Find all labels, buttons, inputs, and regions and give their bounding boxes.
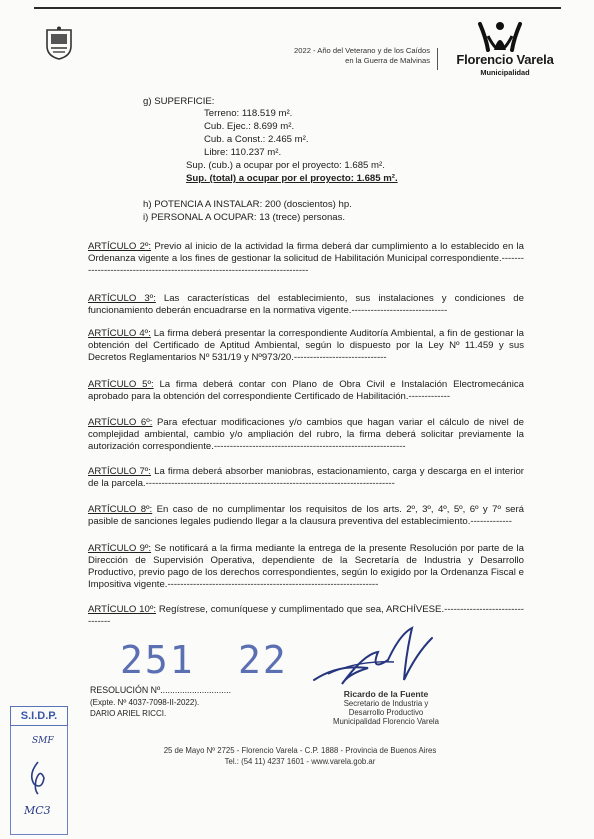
article-text: La firma deberá contar con Plano de Obra Civil e Instalación Electromecánica aprobado para la obtención del correspondiente Certificado de Habilitación.------------- <box>88 379 524 402</box>
article-8 <box>88 504 524 528</box>
article-label: ARTÍCULO 8º: <box>88 504 153 515</box>
article-text: La firma deberá presentar la correspondiente Auditoría Ambiental, a fin de gestionar la obtención del Certificado de Aptitud Ambiental, según lo dispuesto por la Ley Nº 11.459 y sus Decretos Reglamentarios Nº 531/19 y Nº973/20.----------------------------- <box>88 328 524 363</box>
article-label: ARTÍCULO 9º: <box>88 543 152 554</box>
superficie-sup-cub: Sup. (cub.) a ocupar por el proyecto: 1.685 m². <box>186 160 385 171</box>
handwritten-initials-1: SMF <box>32 736 54 746</box>
footer-contact: Tel.: (54 11) 4237 1601 - www.varela.gob.ar <box>224 757 376 766</box>
article-label: ARTÍCULO 4º: <box>88 328 151 339</box>
article-3 <box>88 293 524 317</box>
signatory-name: Ricardo de la Fuente <box>343 689 429 699</box>
superficie-libre: Libre: 110.237 m². <box>204 147 282 158</box>
article-text: En caso de no cumplimentar los requisitos de los arts. 2º, 3º, 4º, 5º, 6º y 7º será pasible de sanciones legales pudiendo llegar a la clausura preventiva del establecimiento.------------- <box>88 504 524 527</box>
top-rule <box>34 7 561 9</box>
article-6 <box>88 417 524 453</box>
article-9 <box>88 543 524 591</box>
article-label: ARTÍCULO 7º: <box>88 466 151 477</box>
logo-subtitle: Municipalidad <box>480 68 530 77</box>
superficie-cub-ejec: Cub. Ejec.: 8.699 m². <box>204 121 295 132</box>
article-label: ARTÍCULO 3º: <box>88 293 156 304</box>
header-divider <box>437 48 438 70</box>
header-motto <box>200 46 430 66</box>
signature-icon <box>308 624 440 694</box>
personal-line: i) PERSONAL A OCUPAR: 13 (trece) personas. <box>143 212 346 223</box>
resolucion-label: RESOLUCIÓN Nº............................. <box>90 685 232 695</box>
resolution-number-stamp: 251 <box>120 638 195 682</box>
superficie-label: g) SUPERFICIE: <box>143 96 215 107</box>
article-label: ARTÍCULO 5º: <box>88 379 154 390</box>
superficie-sup-total: Sup. (total) a ocupar por el proyecto: 1.685 m². <box>186 173 398 184</box>
potencia-line: h) POTENCIA A INSTALAR: 200 (doscientos) hp. <box>143 199 352 210</box>
logo-name: Florencio Varela <box>456 52 554 67</box>
superficie-terreno: Terreno: 118.519 m². <box>204 108 293 119</box>
article-label: ARTÍCULO 10º: <box>88 604 157 615</box>
handwritten-initials-2: MC3 <box>24 804 51 817</box>
article-text: Previo al inicio de la actividad la firma deberá dar cumplimiento a lo establecido en la Ordenanza vigente a los fines de gestionar la solicitud de Habilitación Municipal correspondiente.---------------------------------------------------------------------------- <box>88 241 524 276</box>
article-text: Para efectuar modificaciones y/o cambios que hagan variar el cálculo de nivel de complejidad ambiental, cambio y/o ampliación del rubro, la firma deberá solicitar previamente la autorización correspondiente.------------------------------------------------------------ <box>88 417 524 452</box>
article-label: ARTÍCULO 2º: <box>88 241 152 252</box>
resolution-year-stamp: 22 <box>238 638 288 682</box>
article-text: La firma deberá absorber maniobras, estacionamiento, carga y descarga en el interior de la parcela.------------------------------------------------------------------------------ <box>88 466 524 489</box>
signature-block <box>316 690 456 726</box>
expediente-number: (Expte. Nº 4037-7098-II-2022). <box>90 698 200 707</box>
article-text: Las características del establecimiento, sus instalaciones y condiciones de funcionamiento deberán encuadrarse en la normativa vigente.------------------------------ <box>88 293 524 316</box>
article-label: ARTÍCULO 6º: <box>88 417 153 428</box>
florencio-varela-logo-icon <box>476 20 524 56</box>
article-10 <box>88 604 524 628</box>
header-motto-line2: en la Guerra de Malvinas <box>345 56 430 65</box>
coat-of-arms-icon <box>44 26 74 60</box>
header-motto-line1: 2022 - Año del Veterano y de los Caídos <box>294 46 430 55</box>
article-4 <box>88 328 524 364</box>
superficie-cub-const: Cub. a Const.: 2.465 m². <box>204 134 309 145</box>
article-5 <box>88 379 524 403</box>
article-2 <box>88 241 524 277</box>
page-footer <box>60 745 540 767</box>
handwritten-mark-icon <box>24 760 50 796</box>
signatory-title-3: Municipalidad Florencio Varela <box>332 717 440 726</box>
article-text: Se notificará a la firma mediante la entrega de la presente Resolución por parte de la Dirección de Supervisión Operativa, dependiente de la Secretaría de Industria y Desarrollo Productivo, previo pago de los derechos correspondientes, según lo exigido por la Ordenanza Fiscal e Impositiva vigente.------------------------------------------------------------------ <box>88 543 524 590</box>
footer-address: 25 de Mayo Nº 2725 - Florencio Varela - C.P. 1888 - Provincia de Buenos Aires <box>163 746 437 755</box>
article-7 <box>88 466 524 490</box>
sidp-stamp-label: S.I.D.P. <box>10 706 68 726</box>
signatory-title-1: Secretario de Industria y <box>343 699 429 708</box>
article-text: Regístrese, comuníquese y cumplimentado que sea, ARCHÍVESE.-------------------------------- <box>88 604 524 627</box>
author-initials: DARIO ARIEL RICCI. <box>90 709 167 718</box>
signatory-title-2: Desarrollo Productivo <box>348 708 424 717</box>
